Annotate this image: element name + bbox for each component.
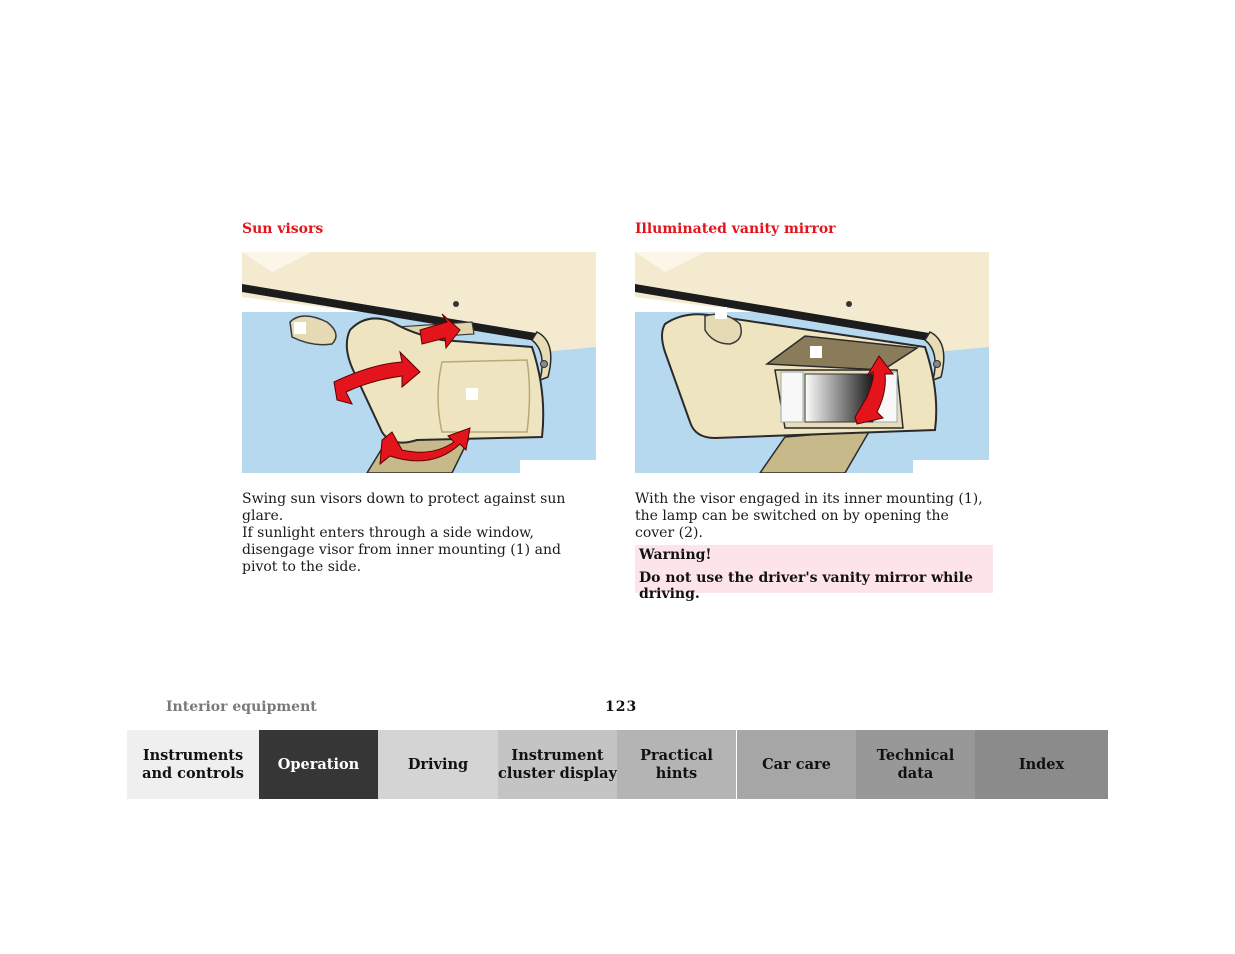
nav-tab-instrument-cluster-display[interactable]: Instrument cluster display — [498, 730, 617, 799]
chapter-navigation — [127, 730, 1108, 799]
nav-tab-operation[interactable]: Operation — [259, 730, 378, 799]
sun-visors-paragraph-1: Swing sun visors down to protect against sun glare. — [242, 491, 566, 524]
vanity-mirror-paragraph: With the visor engaged in its inner mounting (1), the lamp can be switched on by opening the cover (2). — [635, 491, 983, 541]
nav-tab-technical-data[interactable]: Technical data — [856, 730, 975, 799]
nav-tab-index[interactable]: Index — [975, 730, 1108, 799]
page-number: 123 — [605, 699, 638, 715]
vanity-mirror-illustration — [635, 252, 989, 473]
warning-text: Do not use the driver's vanity mirror while driving. — [639, 570, 973, 602]
footer-section-name: Interior equipment — [166, 699, 317, 715]
sun-visors-paragraph-2: If sunlight enters through a side window, disengage visor from inner mounting (1) and pivot to the side. — [242, 525, 561, 575]
sun-visor-illustration — [242, 252, 596, 473]
nav-tab-driving[interactable]: Driving — [378, 730, 498, 799]
nav-tab-instruments-and-controls[interactable]: Instruments and controls — [127, 730, 259, 799]
sun-visors-title: Sun visors — [242, 221, 324, 237]
nav-tab-practical-hints[interactable]: Practical hints — [617, 730, 737, 799]
nav-tab-car-care[interactable]: Car care — [737, 730, 856, 799]
warning-heading: Warning! — [639, 547, 712, 563]
vanity-mirror-title: Illuminated vanity mirror — [635, 221, 836, 237]
warning-box — [635, 545, 993, 602]
